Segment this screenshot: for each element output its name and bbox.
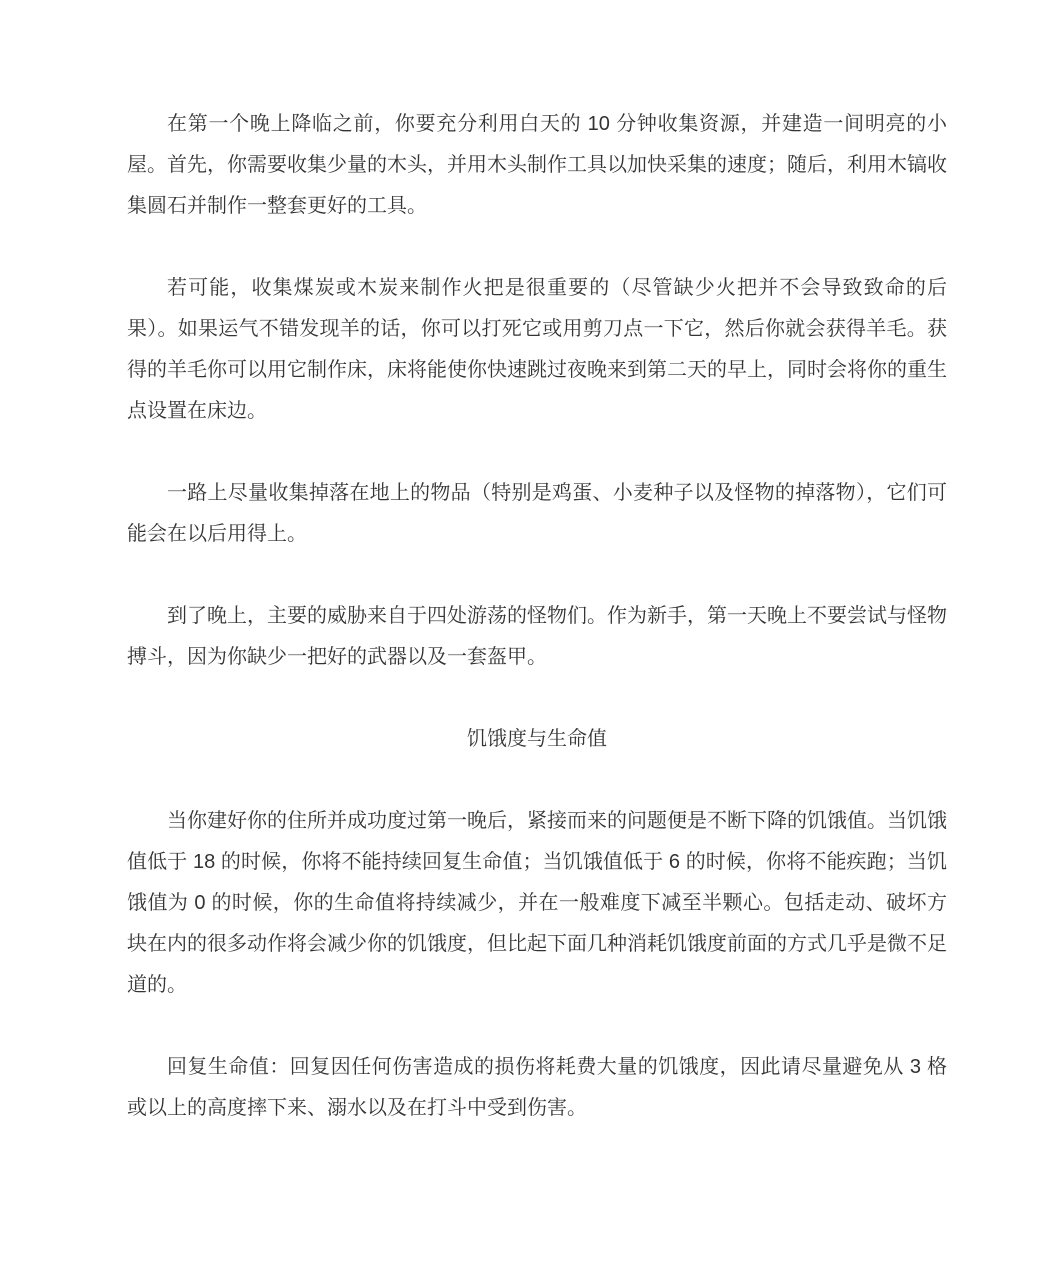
paragraph-day-one-preparation: 在第一个晚上降临之前，你要充分利用白天的 10 分钟收集资源，并建造一间明亮的小屋。首先，你需要收集少量的木头，并用木头制作工具以加快采集的速度；随后，利用木镐收集圆石并制作一整套更好的工具。 <box>127 113 947 217</box>
section-heading-hunger-and-health: 饥饿度与生命值 <box>467 728 607 750</box>
paragraph-torches-and-bed: 若可能，收集煤炭或木炭来制作火把是很重要的（尽管缺少火把并不会导致致命的后果）。如果运气不错发现羊的话，你可以打死它或用剪刀点一下它，然后你就会获得羊毛。获得的羊毛你可以用它制作床，床将能使你快速跳过夜晚来到第二天的早上，同时会将你的重生点设置在床边。 <box>127 277 947 422</box>
paragraph-collect-drops: 一路上尽量收集掉落在地上的物品（特别是鸡蛋、小麦种子以及怪物的掉落物），它们可能会在以后用得上。 <box>127 482 947 545</box>
paragraph-hunger-mechanics: 当你建好你的住所并成功度过第一晚后，紧接而来的问题便是不断下降的饥饿值。当饥饿值低于 18 的时候，你将不能持续回复生命值；当饥饿值低于 6 的时候，你将不能疾跑；当饥饿值为 0 的时候，你的生命值将持续减少，并在一般难度下减至半颗心。包括走动、破坏方块在内的很多动作将会减少你的饥饿度，但比起下面几种消耗饥饿度前面的方式几乎是微不足道的。 <box>127 810 947 996</box>
paragraph-night-threats: 到了晚上，主要的威胁来自于四处游荡的怪物们。作为新手，第一天晚上不要尝试与怪物搏斗，因为你缺少一把好的武器以及一套盔甲。 <box>127 605 947 668</box>
paragraph-health-regeneration: 回复生命值：回复因任何伤害造成的损伤将耗费大量的饥饿度，因此请尽量避免从 3 格或以上的高度摔下来、溺水以及在打斗中受到伤害。 <box>127 1056 947 1119</box>
